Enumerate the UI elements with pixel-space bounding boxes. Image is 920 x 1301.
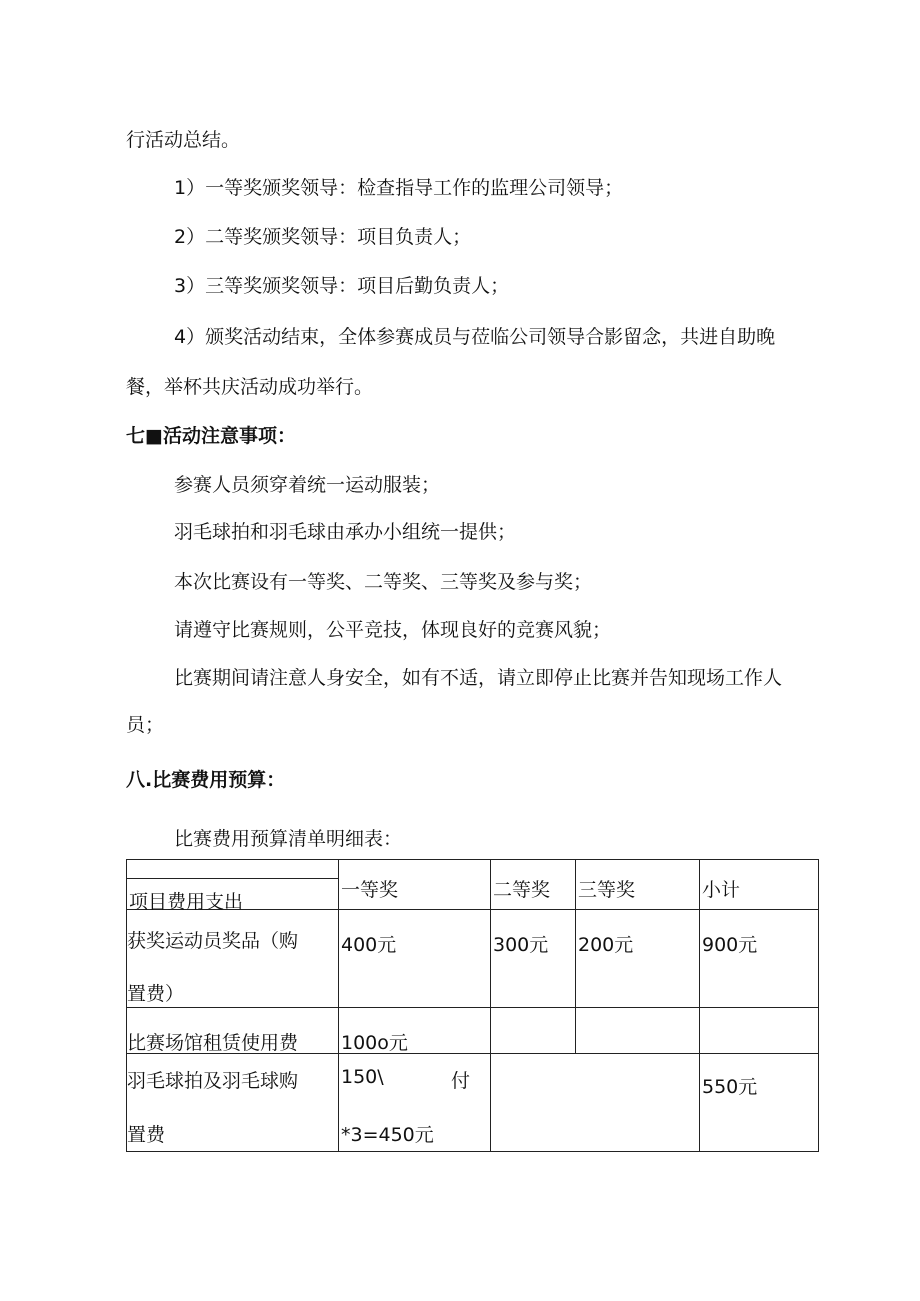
paragraph-summary: 行活动总结。 (126, 129, 241, 151)
notice-item-5-line1: 比赛期间请注意人身安全，如有不适，请立即停止比赛并告知现场工作人 (174, 667, 783, 689)
award-item-3: 3）三等奖颁奖领导：项目后勤负责人； (174, 275, 510, 297)
notice-item-1: 参赛人员须穿着统一运动服装； (174, 474, 441, 496)
header-first-label: 一等奖 (341, 879, 399, 901)
header-subtotal (700, 860, 819, 910)
table-row (127, 1054, 819, 1152)
row1-subtotal (700, 910, 819, 1008)
row2-item (127, 1008, 339, 1054)
header-divider (127, 878, 338, 879)
row3-item-line1: 羽毛球拍及羽毛球购 (127, 1070, 299, 1092)
header-second (491, 860, 576, 910)
notice-item-3: 本次比赛设有一等奖、二等奖、三等奖及参与奖； (174, 571, 593, 593)
section7-heading: 七■活动注意事项： (126, 425, 296, 447)
award-item-1: 1）一等奖颁奖领导：检查指导工作的监理公司领导； (174, 177, 624, 199)
row1-second-value: 300元 (493, 934, 549, 956)
award-item-4-line1: 4）颁奖活动结束，全体参赛成员与莅临公司领导合影留念，共进自助晚 (174, 326, 776, 348)
row2-second (491, 1008, 576, 1054)
row2-first (339, 1008, 491, 1054)
notice-item-4: 请遵守比赛规则，公平竞技，体现良好的竞赛风貌； (174, 619, 612, 641)
table-row (127, 1008, 819, 1054)
row3-item (127, 1054, 339, 1152)
header-third-label: 三等奖 (578, 879, 636, 901)
row1-first (339, 910, 491, 1008)
row2-subtotal (700, 1008, 819, 1054)
notice-item-5-line2: 员； (126, 714, 165, 736)
header-third (576, 860, 700, 910)
header-first (339, 860, 491, 910)
row1-second (491, 910, 576, 1008)
row3-first-line2: *3=450元 (341, 1124, 434, 1146)
header-subtotal-label: 小计 (702, 879, 741, 901)
row2-third (576, 1008, 700, 1054)
header-second-label: 二等奖 (493, 879, 551, 901)
row1-item (127, 910, 339, 1008)
row1-item-line1: 获奖运动员奖品（购 (127, 930, 299, 952)
row3-subtotal-value: 550元 (702, 1076, 758, 1098)
table-header-row (127, 860, 819, 910)
row1-third-value: 200元 (578, 934, 634, 956)
row1-subtotal-value: 900元 (702, 934, 758, 956)
row1-item-line2: 置费） (127, 983, 185, 1005)
row3-second-third (491, 1054, 700, 1152)
award-item-4-line2: 餐，举杯共庆活动成功举行。 (126, 376, 374, 398)
table-row (127, 910, 819, 1008)
row1-third (576, 910, 700, 1008)
row2-first-value: 100o元 (341, 1032, 408, 1054)
section8-heading: 八.比赛费用预算： (126, 769, 286, 791)
row3-item-line2: 置费 (127, 1124, 166, 1146)
award-item-2: 2）二等奖颁奖领导：项目负责人； (174, 226, 472, 248)
header-item (127, 860, 339, 913)
row1-first-value: 400元 (341, 934, 397, 956)
table-caption: 比赛费用预算清单明细表： (174, 828, 403, 850)
row2-item-label: 比赛场馆租赁使用费 (127, 1032, 299, 1054)
notice-item-2: 羽毛球拍和羽毛球由承办小组统一提供； (174, 521, 517, 543)
row3-first-line1-suffix: 付 (451, 1070, 471, 1092)
row3-subtotal (700, 1054, 819, 1152)
budget-table (126, 859, 819, 1152)
header-item-label: 项目费用支出 (129, 891, 244, 913)
row3-first (339, 1054, 491, 1152)
row3-first-line1: 150\ (341, 1066, 384, 1088)
